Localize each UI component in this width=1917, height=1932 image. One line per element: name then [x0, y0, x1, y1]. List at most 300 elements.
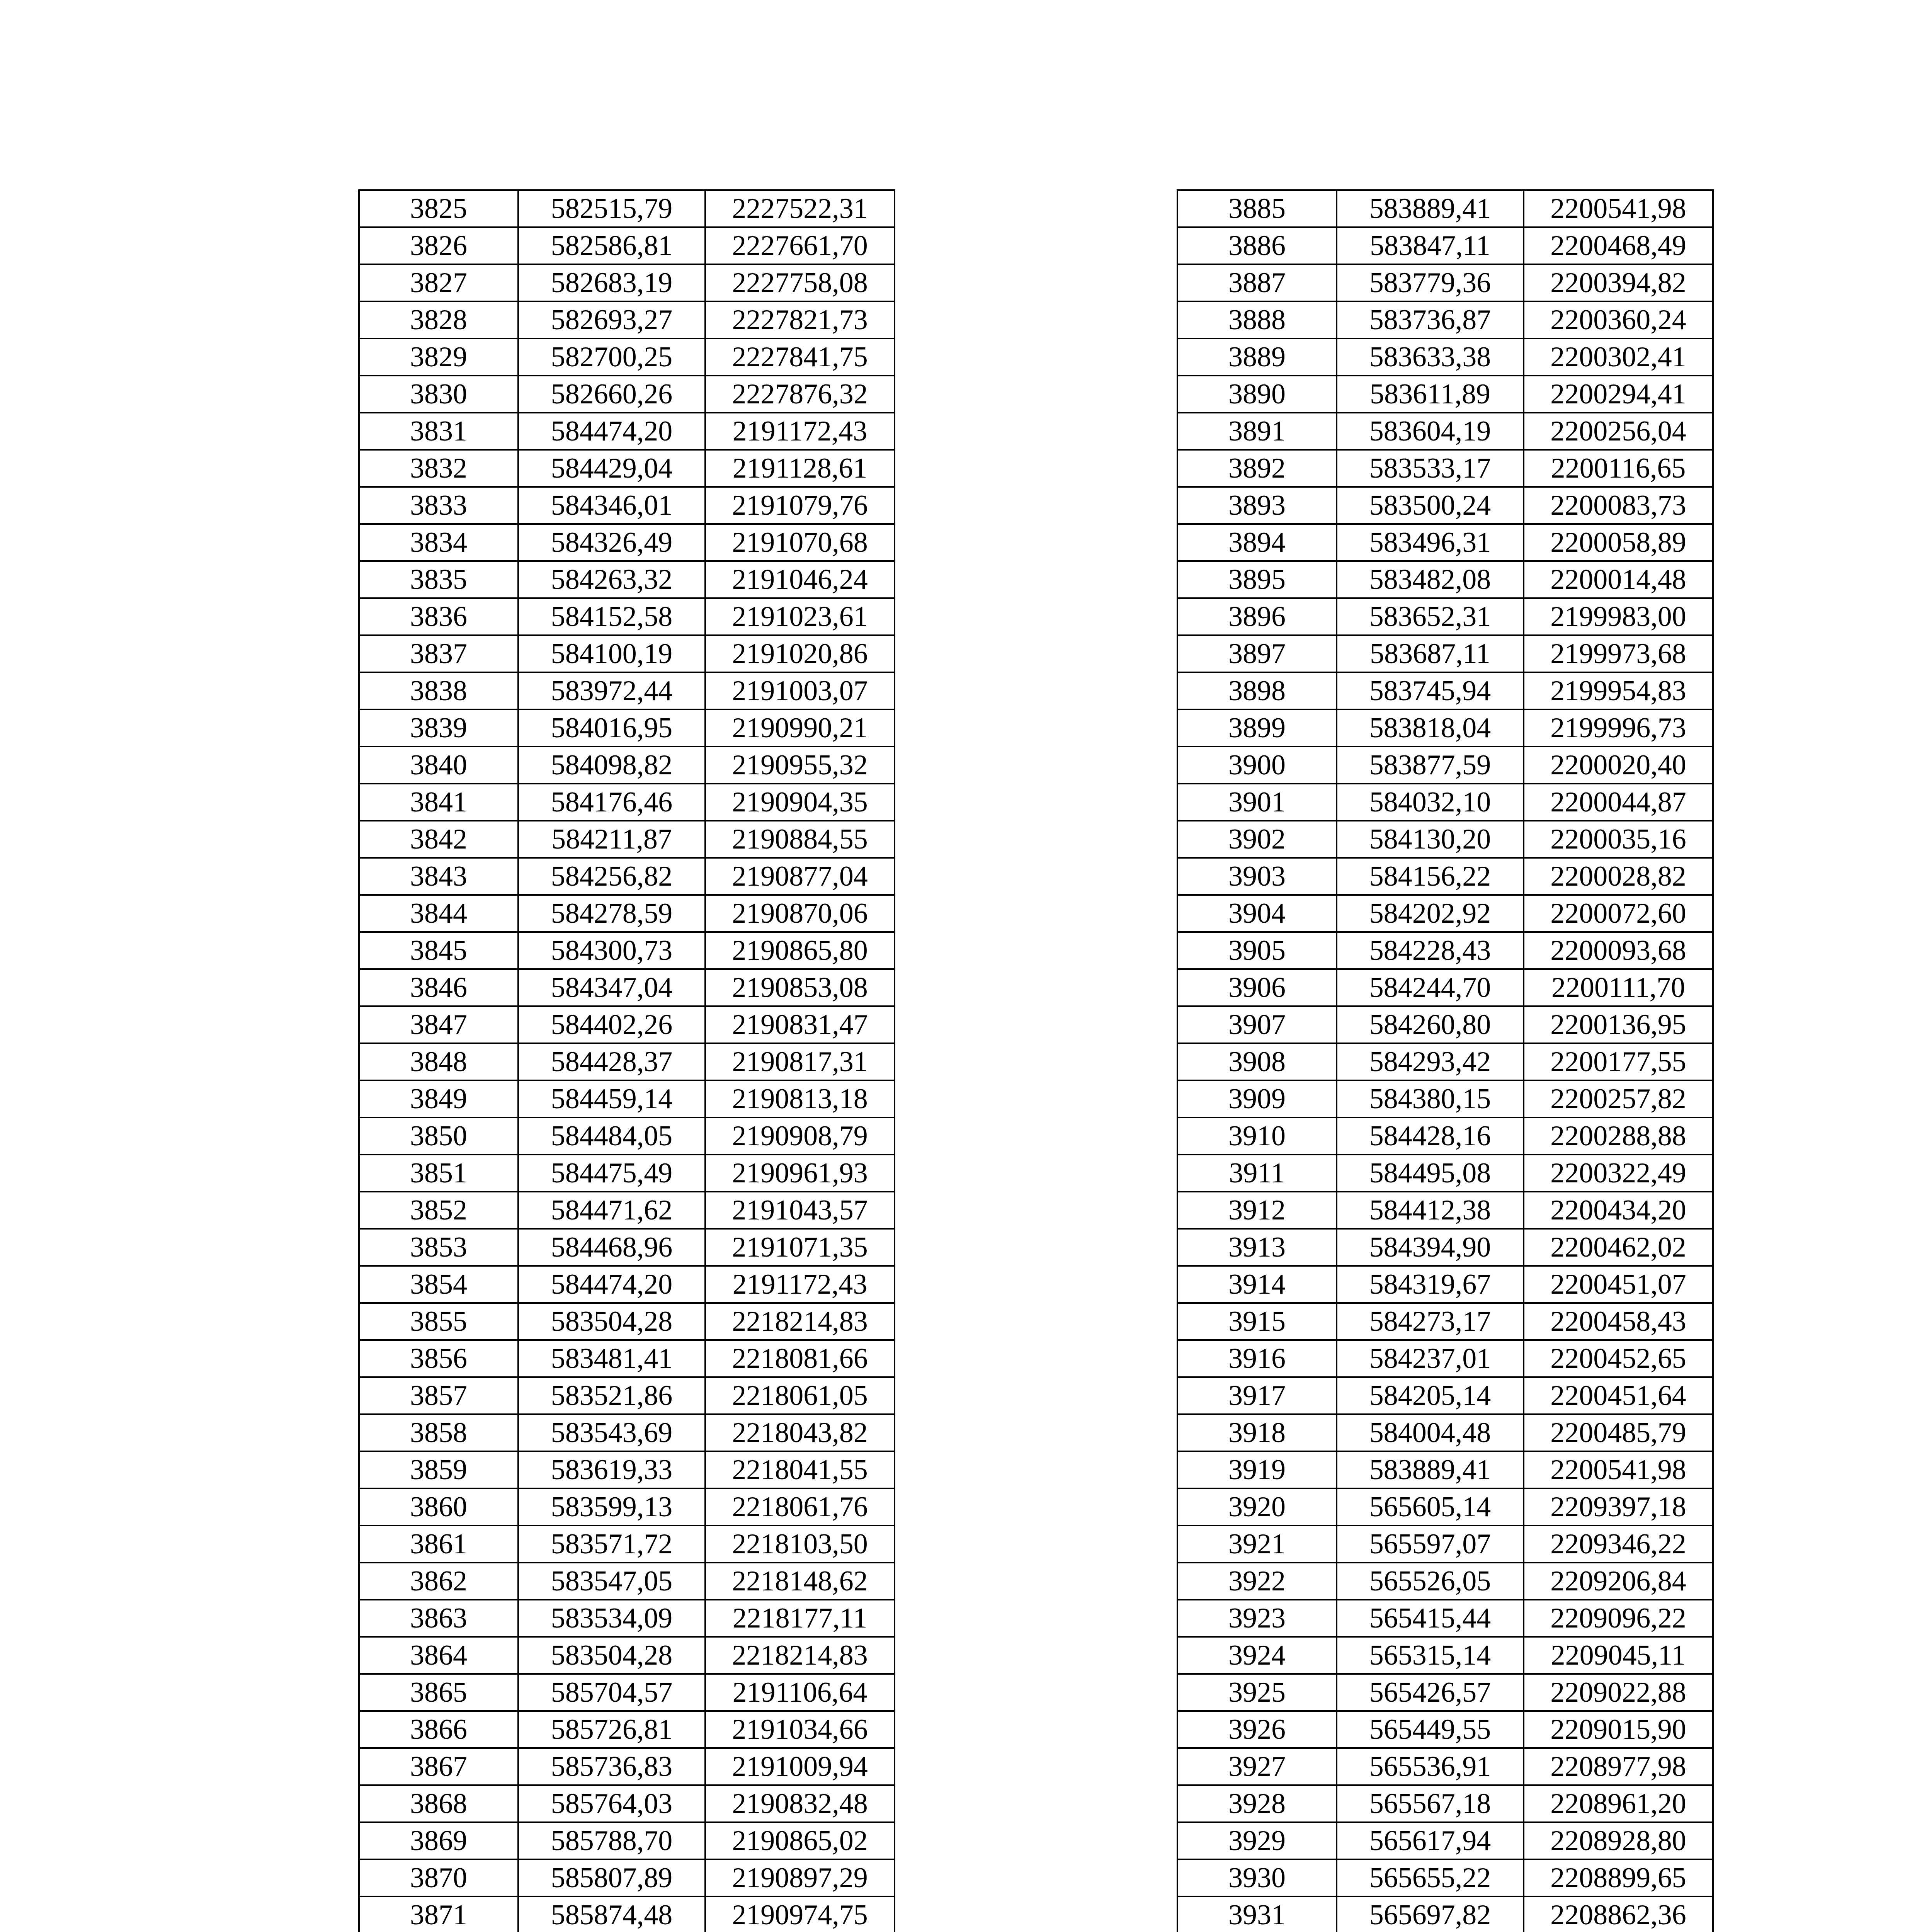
- point-number-cell: 3885: [1177, 190, 1337, 227]
- table-row: [359, 1155, 895, 1192]
- table-row: [1177, 969, 1713, 1006]
- table-row: [1177, 264, 1713, 301]
- table-row: [1177, 1117, 1713, 1155]
- x-coordinate-cell: 584468,96: [518, 1229, 705, 1266]
- table-row: [1177, 672, 1713, 709]
- point-number-cell: 3832: [359, 450, 518, 487]
- y-coordinate-cell: 2199954,83: [1524, 672, 1713, 709]
- x-coordinate-cell: 583779,36: [1337, 264, 1524, 301]
- point-number-cell: 3891: [1177, 413, 1337, 450]
- point-number-cell: 3913: [1177, 1229, 1337, 1266]
- x-coordinate-cell: 565449,55: [1337, 1711, 1524, 1748]
- table-row: [1177, 1377, 1713, 1414]
- x-coordinate-cell: 584428,37: [518, 1043, 705, 1080]
- point-number-cell: 3923: [1177, 1600, 1337, 1637]
- table-row: [359, 1006, 895, 1043]
- x-coordinate-cell: 582660,26: [518, 376, 705, 413]
- x-coordinate-cell: 583500,24: [1337, 487, 1524, 524]
- y-coordinate-cell: 2191043,57: [705, 1192, 895, 1229]
- x-coordinate-cell: 583889,41: [1337, 190, 1524, 227]
- x-coordinate-cell: 565605,14: [1337, 1488, 1524, 1526]
- y-coordinate-cell: 2190877,04: [705, 858, 895, 895]
- point-number-cell: 3929: [1177, 1822, 1337, 1859]
- table-row: [359, 1600, 895, 1637]
- point-number-cell: 3868: [359, 1785, 518, 1822]
- y-coordinate-cell: 2200028,82: [1524, 858, 1713, 895]
- x-coordinate-cell: 584205,14: [1337, 1377, 1524, 1414]
- x-coordinate-cell: 583547,05: [518, 1563, 705, 1600]
- y-coordinate-cell: 2208862,36: [1524, 1896, 1713, 1932]
- table-row: [359, 1896, 895, 1932]
- x-coordinate-cell: 585736,83: [518, 1748, 705, 1785]
- table-row: [1177, 190, 1713, 227]
- y-coordinate-cell: 2200020,40: [1524, 747, 1713, 784]
- y-coordinate-cell: 2209045,11: [1524, 1637, 1713, 1674]
- point-number-cell: 3897: [1177, 635, 1337, 672]
- table-row: [1177, 932, 1713, 969]
- table-row: [359, 1117, 895, 1155]
- table-row: [359, 1043, 895, 1080]
- point-number-cell: 3900: [1177, 747, 1337, 784]
- point-number-cell: 3854: [359, 1266, 518, 1303]
- y-coordinate-cell: 2190974,75: [705, 1896, 895, 1932]
- x-coordinate-cell: 583521,86: [518, 1377, 705, 1414]
- table-row: [359, 1192, 895, 1229]
- y-coordinate-cell: 2199996,73: [1524, 709, 1713, 747]
- point-number-cell: 3912: [1177, 1192, 1337, 1229]
- y-coordinate-cell: 2218041,55: [705, 1451, 895, 1488]
- table-row: [1177, 1414, 1713, 1451]
- x-coordinate-cell: 583847,11: [1337, 227, 1524, 264]
- table-row: [1177, 747, 1713, 784]
- x-coordinate-cell: 583571,72: [518, 1526, 705, 1563]
- point-number-cell: 3860: [359, 1488, 518, 1526]
- point-number-cell: 3834: [359, 524, 518, 561]
- x-coordinate-cell: 582683,19: [518, 264, 705, 301]
- x-coordinate-cell: 584273,17: [1337, 1303, 1524, 1340]
- point-number-cell: 3889: [1177, 338, 1337, 376]
- point-number-cell: 3921: [1177, 1526, 1337, 1563]
- x-coordinate-cell: 565597,07: [1337, 1526, 1524, 1563]
- point-number-cell: 3831: [359, 413, 518, 450]
- y-coordinate-cell: 2191172,43: [705, 1266, 895, 1303]
- y-coordinate-cell: 2191046,24: [705, 561, 895, 598]
- table-row: [1177, 598, 1713, 635]
- table-row: [359, 338, 895, 376]
- y-coordinate-cell: 2200093,68: [1524, 932, 1713, 969]
- x-coordinate-cell: 585764,03: [518, 1785, 705, 1822]
- point-number-cell: 3917: [1177, 1377, 1337, 1414]
- x-coordinate-cell: 584156,22: [1337, 858, 1524, 895]
- y-coordinate-cell: 2209022,88: [1524, 1674, 1713, 1711]
- y-coordinate-cell: 2191023,61: [705, 598, 895, 635]
- y-coordinate-cell: 2200014,48: [1524, 561, 1713, 598]
- y-coordinate-cell: 2200322,49: [1524, 1155, 1713, 1192]
- x-coordinate-cell: 582515,79: [518, 190, 705, 227]
- x-coordinate-cell: 584495,08: [1337, 1155, 1524, 1192]
- y-coordinate-cell: 2200288,88: [1524, 1117, 1713, 1155]
- table-row: [359, 1711, 895, 1748]
- x-coordinate-cell: 584319,67: [1337, 1266, 1524, 1303]
- y-coordinate-cell: 2190955,32: [705, 747, 895, 784]
- x-coordinate-cell: 584293,42: [1337, 1043, 1524, 1080]
- table-row: [359, 1414, 895, 1451]
- table-row: [359, 1451, 895, 1488]
- table-row: [1177, 1822, 1713, 1859]
- table-row: [359, 709, 895, 747]
- y-coordinate-cell: 2200111,70: [1524, 969, 1713, 1006]
- y-coordinate-cell: 2200044,87: [1524, 784, 1713, 821]
- table-row: [359, 487, 895, 524]
- x-coordinate-cell: 584278,59: [518, 895, 705, 932]
- x-coordinate-cell: 584428,16: [1337, 1117, 1524, 1155]
- y-coordinate-cell: 2218214,83: [705, 1637, 895, 1674]
- point-number-cell: 3898: [1177, 672, 1337, 709]
- table-row: [359, 1822, 895, 1859]
- x-coordinate-cell: 565697,82: [1337, 1896, 1524, 1932]
- table-row: [1177, 450, 1713, 487]
- point-number-cell: 3864: [359, 1637, 518, 1674]
- y-coordinate-cell: 2191003,07: [705, 672, 895, 709]
- table-row: [1177, 487, 1713, 524]
- y-coordinate-cell: 2191079,76: [705, 487, 895, 524]
- y-coordinate-cell: 2190831,47: [705, 1006, 895, 1043]
- y-coordinate-cell: 2200116,65: [1524, 450, 1713, 487]
- table-row: [359, 1266, 895, 1303]
- y-coordinate-cell: 2190832,48: [705, 1785, 895, 1822]
- table-row: [359, 969, 895, 1006]
- x-coordinate-cell: 565526,05: [1337, 1563, 1524, 1600]
- point-number-cell: 3855: [359, 1303, 518, 1340]
- y-coordinate-cell: 2227522,31: [705, 190, 895, 227]
- y-coordinate-cell: 2200458,43: [1524, 1303, 1713, 1340]
- y-coordinate-cell: 2218081,66: [705, 1340, 895, 1377]
- x-coordinate-cell: 584402,26: [518, 1006, 705, 1043]
- point-number-cell: 3843: [359, 858, 518, 895]
- x-coordinate-cell: 582700,25: [518, 338, 705, 376]
- table-row: [359, 561, 895, 598]
- point-number-cell: 3853: [359, 1229, 518, 1266]
- table-row: [359, 413, 895, 450]
- table-row: [1177, 413, 1713, 450]
- x-coordinate-cell: 565415,44: [1337, 1600, 1524, 1637]
- point-number-cell: 3856: [359, 1340, 518, 1377]
- y-coordinate-cell: 2190870,06: [705, 895, 895, 932]
- x-coordinate-cell: 582586,81: [518, 227, 705, 264]
- table-row: [359, 932, 895, 969]
- y-coordinate-cell: 2218061,76: [705, 1488, 895, 1526]
- x-coordinate-cell: 585788,70: [518, 1822, 705, 1859]
- point-number-cell: 3869: [359, 1822, 518, 1859]
- table-row: [359, 784, 895, 821]
- x-coordinate-cell: 584032,10: [1337, 784, 1524, 821]
- x-coordinate-cell: 583889,41: [1337, 1451, 1524, 1488]
- x-coordinate-cell: 584471,62: [518, 1192, 705, 1229]
- table-row: [359, 227, 895, 264]
- point-number-cell: 3902: [1177, 821, 1337, 858]
- point-number-cell: 3925: [1177, 1674, 1337, 1711]
- table-row: [359, 1377, 895, 1414]
- y-coordinate-cell: 2190897,29: [705, 1859, 895, 1896]
- x-coordinate-cell: 583972,44: [518, 672, 705, 709]
- table-row: [1177, 1563, 1713, 1600]
- point-number-cell: 3848: [359, 1043, 518, 1080]
- x-coordinate-cell: 583481,41: [518, 1340, 705, 1377]
- point-number-cell: 3893: [1177, 487, 1337, 524]
- x-coordinate-cell: 584244,70: [1337, 969, 1524, 1006]
- point-number-cell: 3846: [359, 969, 518, 1006]
- y-coordinate-cell: 2200451,64: [1524, 1377, 1713, 1414]
- x-coordinate-cell: 583496,31: [1337, 524, 1524, 561]
- x-coordinate-cell: 584380,15: [1337, 1080, 1524, 1117]
- table-row: [1177, 1748, 1713, 1785]
- table-row: [359, 1563, 895, 1600]
- table-row: [359, 1674, 895, 1711]
- y-coordinate-cell: 2209397,18: [1524, 1488, 1713, 1526]
- point-number-cell: 3857: [359, 1377, 518, 1414]
- y-coordinate-cell: 2208961,20: [1524, 1785, 1713, 1822]
- x-coordinate-cell: 584326,49: [518, 524, 705, 561]
- point-number-cell: 3915: [1177, 1303, 1337, 1340]
- point-number-cell: 3871: [359, 1896, 518, 1932]
- x-coordinate-cell: 565655,22: [1337, 1859, 1524, 1896]
- point-number-cell: 3919: [1177, 1451, 1337, 1488]
- y-coordinate-cell: 2191009,94: [705, 1748, 895, 1785]
- point-number-cell: 3907: [1177, 1006, 1337, 1043]
- table-row: [359, 450, 895, 487]
- y-coordinate-cell: 2190813,18: [705, 1080, 895, 1117]
- y-coordinate-cell: 2190865,02: [705, 1822, 895, 1859]
- x-coordinate-cell: 584256,82: [518, 858, 705, 895]
- point-number-cell: 3845: [359, 932, 518, 969]
- point-number-cell: 3836: [359, 598, 518, 635]
- point-number-cell: 3899: [1177, 709, 1337, 747]
- point-number-cell: 3886: [1177, 227, 1337, 264]
- x-coordinate-cell: 584237,01: [1337, 1340, 1524, 1377]
- x-coordinate-cell: 582693,27: [518, 301, 705, 338]
- y-coordinate-cell: 2190904,35: [705, 784, 895, 821]
- y-coordinate-cell: 2208977,98: [1524, 1748, 1713, 1785]
- point-number-cell: 3863: [359, 1600, 518, 1637]
- point-number-cell: 3910: [1177, 1117, 1337, 1155]
- y-coordinate-cell: 2209015,90: [1524, 1711, 1713, 1748]
- table-row: [1177, 709, 1713, 747]
- y-coordinate-cell: 2200462,02: [1524, 1229, 1713, 1266]
- point-number-cell: 3862: [359, 1563, 518, 1600]
- x-coordinate-cell: 565536,91: [1337, 1748, 1524, 1785]
- table-row: [1177, 1488, 1713, 1526]
- y-coordinate-cell: 2209346,22: [1524, 1526, 1713, 1563]
- x-coordinate-cell: 584016,95: [518, 709, 705, 747]
- x-coordinate-cell: 584484,05: [518, 1117, 705, 1155]
- point-number-cell: 3861: [359, 1526, 518, 1563]
- point-number-cell: 3895: [1177, 561, 1337, 598]
- y-coordinate-cell: 2200360,24: [1524, 301, 1713, 338]
- table-row: [1177, 301, 1713, 338]
- y-coordinate-cell: 2218061,05: [705, 1377, 895, 1414]
- point-number-cell: 3839: [359, 709, 518, 747]
- x-coordinate-cell: 565426,57: [1337, 1674, 1524, 1711]
- y-coordinate-cell: 2200541,98: [1524, 1451, 1713, 1488]
- point-number-cell: 3865: [359, 1674, 518, 1711]
- y-coordinate-cell: 2191128,61: [705, 450, 895, 487]
- table-row: [1177, 1785, 1713, 1822]
- y-coordinate-cell: 2200136,95: [1524, 1006, 1713, 1043]
- table-row: [359, 672, 895, 709]
- y-coordinate-cell: 2200035,16: [1524, 821, 1713, 858]
- x-coordinate-cell: 584004,48: [1337, 1414, 1524, 1451]
- table-row: [359, 1526, 895, 1563]
- x-coordinate-cell: 583745,94: [1337, 672, 1524, 709]
- y-coordinate-cell: 2218043,82: [705, 1414, 895, 1451]
- point-number-cell: 3829: [359, 338, 518, 376]
- point-number-cell: 3908: [1177, 1043, 1337, 1080]
- y-coordinate-cell: 2190884,55: [705, 821, 895, 858]
- y-coordinate-cell: 2191172,43: [705, 413, 895, 450]
- x-coordinate-cell: 583543,69: [518, 1414, 705, 1451]
- point-number-cell: 3894: [1177, 524, 1337, 561]
- x-coordinate-cell: 583652,31: [1337, 598, 1524, 635]
- table-row: [1177, 1155, 1713, 1192]
- table-row: [1177, 1043, 1713, 1080]
- y-coordinate-cell: 2200451,07: [1524, 1266, 1713, 1303]
- point-number-cell: 3892: [1177, 450, 1337, 487]
- table-row: [1177, 524, 1713, 561]
- y-coordinate-cell: 2190908,79: [705, 1117, 895, 1155]
- x-coordinate-cell: 584100,19: [518, 635, 705, 672]
- y-coordinate-cell: 2200302,41: [1524, 338, 1713, 376]
- point-number-cell: 3903: [1177, 858, 1337, 895]
- table-row: [359, 264, 895, 301]
- y-coordinate-cell: 2199983,00: [1524, 598, 1713, 635]
- y-coordinate-cell: 2227841,75: [705, 338, 895, 376]
- point-number-cell: 3890: [1177, 376, 1337, 413]
- y-coordinate-cell: 2218103,50: [705, 1526, 895, 1563]
- table-row: [359, 190, 895, 227]
- table-row: [359, 895, 895, 932]
- point-number-cell: 3850: [359, 1117, 518, 1155]
- x-coordinate-cell: 584130,20: [1337, 821, 1524, 858]
- x-coordinate-cell: 583818,04: [1337, 709, 1524, 747]
- table-row: [359, 1859, 895, 1896]
- coordinates-table-left: [358, 189, 895, 1932]
- table-row: [1177, 1451, 1713, 1488]
- x-coordinate-cell: 583736,87: [1337, 301, 1524, 338]
- point-number-cell: 3928: [1177, 1785, 1337, 1822]
- point-number-cell: 3841: [359, 784, 518, 821]
- y-coordinate-cell: 2200485,79: [1524, 1414, 1713, 1451]
- y-coordinate-cell: 2200257,82: [1524, 1080, 1713, 1117]
- y-coordinate-cell: 2208899,65: [1524, 1859, 1713, 1896]
- y-coordinate-cell: 2191070,68: [705, 524, 895, 561]
- y-coordinate-cell: 2200541,98: [1524, 190, 1713, 227]
- x-coordinate-cell: 584228,43: [1337, 932, 1524, 969]
- point-number-cell: 3859: [359, 1451, 518, 1488]
- table-row: [1177, 1711, 1713, 1748]
- point-number-cell: 3838: [359, 672, 518, 709]
- y-coordinate-cell: 2200083,73: [1524, 487, 1713, 524]
- x-coordinate-cell: 583534,09: [518, 1600, 705, 1637]
- table-row: [359, 1340, 895, 1377]
- point-number-cell: 3926: [1177, 1711, 1337, 1748]
- y-coordinate-cell: 2199973,68: [1524, 635, 1713, 672]
- point-number-cell: 3842: [359, 821, 518, 858]
- point-number-cell: 3918: [1177, 1414, 1337, 1451]
- point-number-cell: 3867: [359, 1748, 518, 1785]
- x-coordinate-cell: 585704,57: [518, 1674, 705, 1711]
- table-row: [1177, 1859, 1713, 1896]
- x-coordinate-cell: 584474,20: [518, 1266, 705, 1303]
- y-coordinate-cell: 2200177,55: [1524, 1043, 1713, 1080]
- table-row: [1177, 1192, 1713, 1229]
- table-row: [359, 598, 895, 635]
- point-number-cell: 3927: [1177, 1748, 1337, 1785]
- point-number-cell: 3924: [1177, 1637, 1337, 1674]
- point-number-cell: 3888: [1177, 301, 1337, 338]
- table-row: [1177, 1340, 1713, 1377]
- x-coordinate-cell: 584263,32: [518, 561, 705, 598]
- y-coordinate-cell: 2190817,31: [705, 1043, 895, 1080]
- table-row: [1177, 1080, 1713, 1117]
- x-coordinate-cell: 583599,13: [518, 1488, 705, 1526]
- table-row: [359, 1229, 895, 1266]
- x-coordinate-cell: 584260,80: [1337, 1006, 1524, 1043]
- x-coordinate-cell: 583619,33: [518, 1451, 705, 1488]
- x-coordinate-cell: 584429,04: [518, 450, 705, 487]
- table-row: [359, 1488, 895, 1526]
- table-row: [1177, 1006, 1713, 1043]
- table-row: [1177, 784, 1713, 821]
- table-row: [359, 301, 895, 338]
- point-number-cell: 3916: [1177, 1340, 1337, 1377]
- point-number-cell: 3826: [359, 227, 518, 264]
- x-coordinate-cell: 585726,81: [518, 1711, 705, 1748]
- y-coordinate-cell: 2190961,93: [705, 1155, 895, 1192]
- x-coordinate-cell: 585874,48: [518, 1896, 705, 1932]
- point-number-cell: 3837: [359, 635, 518, 672]
- x-coordinate-cell: 585807,89: [518, 1859, 705, 1896]
- table-row: [359, 635, 895, 672]
- table-row: [359, 1748, 895, 1785]
- point-number-cell: 3828: [359, 301, 518, 338]
- x-coordinate-cell: 583633,38: [1337, 338, 1524, 376]
- x-coordinate-cell: 584202,92: [1337, 895, 1524, 932]
- table-row: [1177, 376, 1713, 413]
- point-number-cell: 3870: [359, 1859, 518, 1896]
- y-coordinate-cell: 2208928,80: [1524, 1822, 1713, 1859]
- table-row: [1177, 338, 1713, 376]
- x-coordinate-cell: 583877,59: [1337, 747, 1524, 784]
- x-coordinate-cell: 584394,90: [1337, 1229, 1524, 1266]
- point-number-cell: 3858: [359, 1414, 518, 1451]
- point-number-cell: 3920: [1177, 1488, 1337, 1526]
- table-row: [359, 1303, 895, 1340]
- point-number-cell: 3914: [1177, 1266, 1337, 1303]
- point-number-cell: 3827: [359, 264, 518, 301]
- point-number-cell: 3833: [359, 487, 518, 524]
- y-coordinate-cell: 2218148,62: [705, 1563, 895, 1600]
- x-coordinate-cell: 565617,94: [1337, 1822, 1524, 1859]
- x-coordinate-cell: 584475,49: [518, 1155, 705, 1192]
- point-number-cell: 3931: [1177, 1896, 1337, 1932]
- table-row: [359, 376, 895, 413]
- point-number-cell: 3835: [359, 561, 518, 598]
- x-coordinate-cell: 584152,58: [518, 598, 705, 635]
- table-row: [1177, 1303, 1713, 1340]
- point-number-cell: 3911: [1177, 1155, 1337, 1192]
- y-coordinate-cell: 2209096,22: [1524, 1600, 1713, 1637]
- x-coordinate-cell: 584412,38: [1337, 1192, 1524, 1229]
